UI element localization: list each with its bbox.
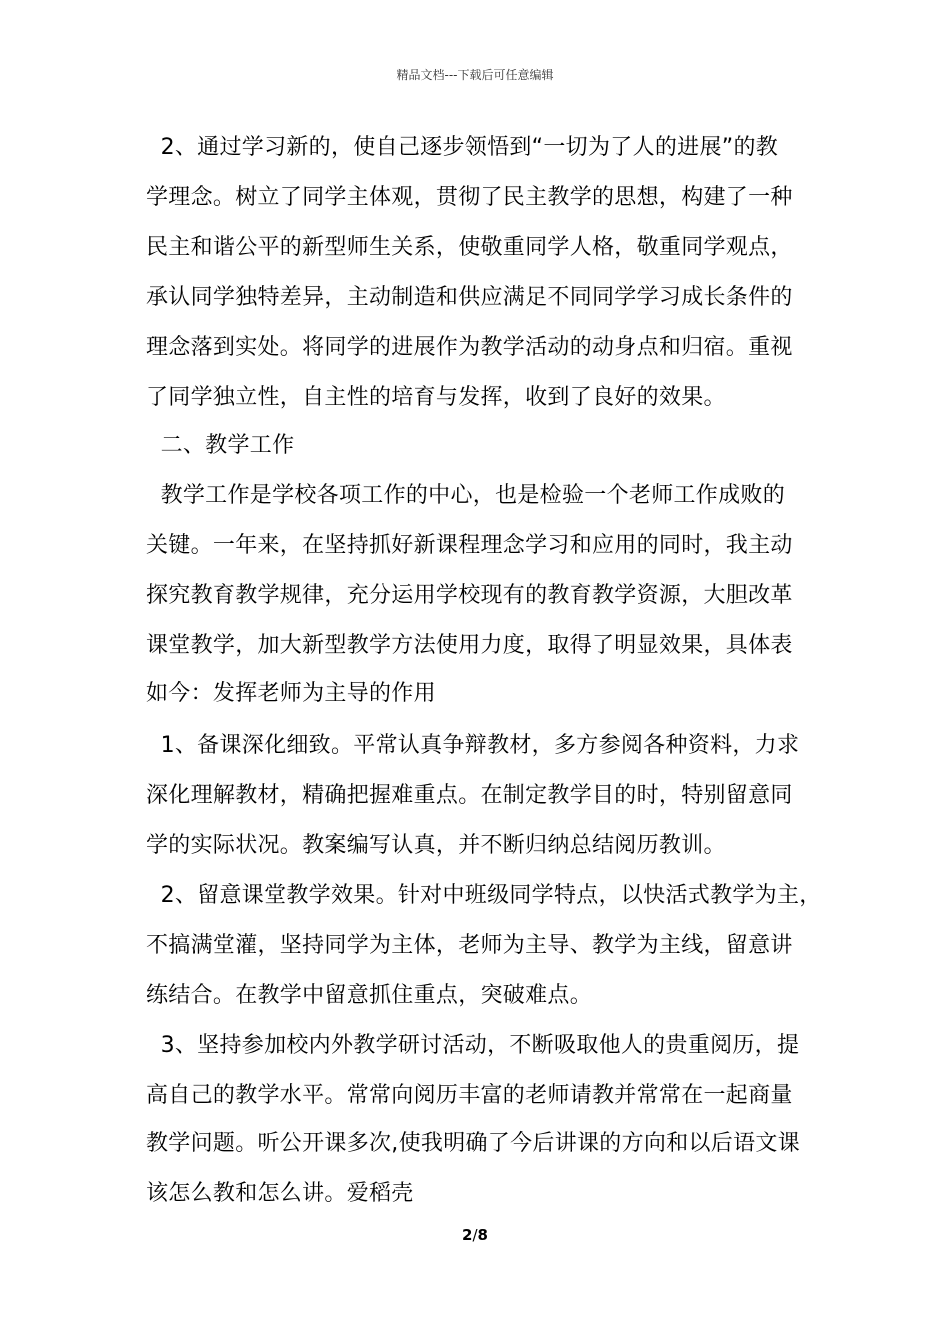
- body-line: 3、坚持参加校内外教学研讨活动，不断吸取他人的贵重阅历，提: [146, 1033, 800, 1058]
- body-line: 1、备课深化细致。平常认真争辩教材，多方参阅各种资料，力求: [146, 733, 800, 758]
- body-line: 了同学独立性，自主性的培育与发挥，收到了良好的效果。: [146, 385, 726, 410]
- page-number: [0, 1226, 950, 1244]
- body-line: 深化理解教材，精确把握难重点。在制定教学目的时，特别留意同: [146, 783, 793, 808]
- body-line: 如今：发挥老师为主导的作用: [146, 681, 436, 706]
- section-heading: 二、教学工作: [146, 433, 295, 458]
- body-line: 2、通过学习新的，使自己逐步领悟到“一切为了人的进展”的教: [146, 135, 779, 160]
- body-line: 该怎么教和怎么讲。爱稻壳: [146, 1181, 414, 1206]
- body-line: 关键。一年来，在坚持抓好新课程理念学习和应用的同时，我主动: [146, 533, 793, 558]
- body-line: 理念落到实处。将同学的进展作为教学活动的动身点和归宿。重视: [146, 335, 793, 360]
- page-separator: /: [472, 1226, 478, 1244]
- body-line: 教学问题。听公开课多次,使我明确了今后讲课的方向和以后语文课: [146, 1131, 800, 1156]
- body-line: 不搞满堂灌，坚持同学为主体，老师为主导、教学为主线，留意讲: [146, 933, 793, 958]
- body-line: 学的实际状况。教案编写认真，并不断归纳总结阅历教训。: [146, 833, 726, 858]
- current-page: 2: [462, 1226, 473, 1244]
- body-line: 高自己的教学水平。常常向阅历丰富的老师请教并常常在一起商量: [146, 1083, 793, 1108]
- body-line: 课堂教学，加大新型教学方法使用力度，取得了明显效果，具体表: [146, 633, 793, 658]
- page-header: 精品文档---下载后可任意编辑: [396, 68, 554, 82]
- body-line: 学理念。树立了同学主体观，贯彻了民主教学的思想，构建了一种: [146, 185, 793, 210]
- total-pages: 8: [477, 1226, 488, 1244]
- body-line: 民主和谐公平的新型师生关系，使敬重同学人格，敬重同学观点，: [146, 235, 793, 260]
- body-line: 练结合。在教学中留意抓住重点，突破难点。: [146, 983, 593, 1008]
- body-line: 2、留意课堂教学效果。针对中班级同学特点，以快活式教学为主，: [146, 883, 822, 908]
- body-line: 承认同学独特差异，主动制造和供应满足不同同学学习成长条件的: [146, 285, 793, 310]
- body-line: 探究教育教学规律，充分运用学校现有的教育教学资源，大胆改革: [146, 583, 793, 608]
- body-line: 教学工作是学校各项工作的中心，也是检验一个老师工作成败的: [146, 483, 785, 508]
